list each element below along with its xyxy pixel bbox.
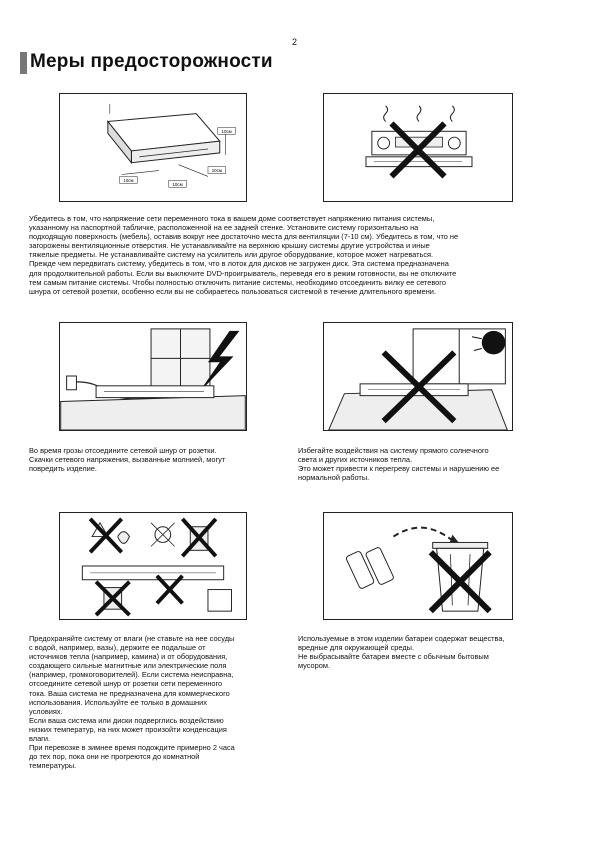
figure-moisture (59, 512, 247, 620)
text-line: мусором. (298, 661, 331, 671)
text-line: Предохраняйте систему от влаги (не ставьте на нее сосуды (29, 634, 235, 643)
paragraph-batteries (298, 634, 505, 670)
text-line: Во время грозы отсоедините сетевой шнур от розетки. (29, 446, 217, 455)
text-line: отсоедините сетевой шнур от розетки сети переменного (29, 679, 223, 689)
paragraph-ventilation (29, 214, 458, 296)
paragraph-moisture (29, 634, 235, 770)
text-line: Скачки сетевого напряжения, вызванные молнией, могут (29, 455, 226, 465)
text-line: При перевозке в зимнее время подождите примерно 2 часа (29, 743, 235, 753)
text-line: тока. Ваша система не предназначена для коммерческого (29, 688, 230, 698)
text-line: низких температур, на них может произойти конденсация (29, 724, 227, 734)
dim-front-label: 10см (123, 177, 134, 183)
sunlight-illustration (324, 323, 512, 430)
text-line: создающего сильные магнитные или электрические поля (29, 661, 227, 671)
text-line: до тех пор, пока они не прогреются до комнатной (29, 752, 200, 762)
dim-back-label: 10см (172, 181, 183, 187)
text-line: указанному на паспортной табличке, расположенной на ее задней стенке. Установите систему горизонтально на (29, 223, 419, 233)
text-line: Это может привести к перегреву системы и нарушению ее (298, 464, 500, 474)
figure-batteries (323, 512, 513, 620)
page-number: 2 (292, 37, 298, 47)
text-line: влаги. (29, 734, 51, 744)
text-line: шнура от сетевой розетки, особенно если вы не собираетесь пользоваться системой в течение длительного времени. (29, 286, 436, 296)
text-line: Избегайте воздействия на систему прямого солнечного (298, 446, 489, 455)
figure-ventilation (59, 93, 247, 202)
text-line: тем самым питание системы. Чтобы полностью отключить питание системы, необходимо отсоединить вилку ее сетевого (29, 277, 446, 287)
figure-sunlight (323, 322, 513, 431)
text-line: загорожены вентиляционные отверстия. Не устанавливайте на верхнюю крышку системы другие устройства и иные (29, 241, 430, 251)
text-line: условиях. (29, 706, 63, 716)
text-line: Если ваша система или диски подверглись воздействию (29, 715, 224, 725)
figure-heat-source (323, 93, 513, 202)
heat-source-illustration (324, 94, 512, 201)
ventilation-illustration (60, 94, 246, 201)
dim-top-label: 10см (221, 128, 232, 134)
text-line: повредить изделие. (29, 464, 97, 474)
text-line: света и других источников тепла. (298, 455, 413, 465)
text-line: Прежде чем передвигать систему, убедитесь в том, что в лоток для дисков не загружен диск. Эта система предназначена (29, 259, 449, 269)
text-line: подходящую поверхность (мебель), оставив вокруг нее достаточно места для вентиляции (7-10 см). Убедитесь в том, что не (29, 232, 459, 242)
page-title: Меры предосторожности (30, 51, 273, 72)
lightning-illustration (60, 323, 246, 430)
text-line: (например, громкоговорителей). Если система неисправна, (29, 670, 234, 680)
text-line: с водой, например, вазы), держите ее подальше от (29, 643, 206, 653)
dim-side-label: 10см (211, 168, 222, 174)
text-line: для продолжительной работы. Если вы выключите DVD-проигрыватель, переведя его в режим готовности, вы не отключите (29, 268, 457, 278)
text-line: источников тепла (например, камина) и от оборудования, (29, 652, 228, 662)
text-line: Не выбрасывайте батареи вместе с обычным бытовым (298, 652, 489, 662)
text-line: Убедитесь в том, что напряжение сети переменного тока в вашем доме соответствует напряжению питания системы, (29, 214, 435, 223)
text-line: нормальной работы. (298, 473, 370, 483)
batteries-illustration (324, 513, 512, 619)
paragraph-sunlight (298, 446, 499, 482)
figure-lightning (59, 322, 247, 431)
moisture-illustration (60, 513, 246, 619)
paragraph-lightning (29, 446, 225, 473)
text-line: Используемые в этом изделии батареи содержат вещества, (298, 634, 505, 643)
title-accent-bar (20, 52, 27, 74)
text-line: использования. Используйте ее только в домашних (29, 697, 207, 707)
text-line: вредные для окружающей среды. (298, 643, 415, 653)
text-line: температуры. (29, 761, 77, 771)
text-line: тяжелые предметы. Не устанавливайте систему на усилитель или другое оборудование, которое может нагреваться. (29, 250, 434, 260)
